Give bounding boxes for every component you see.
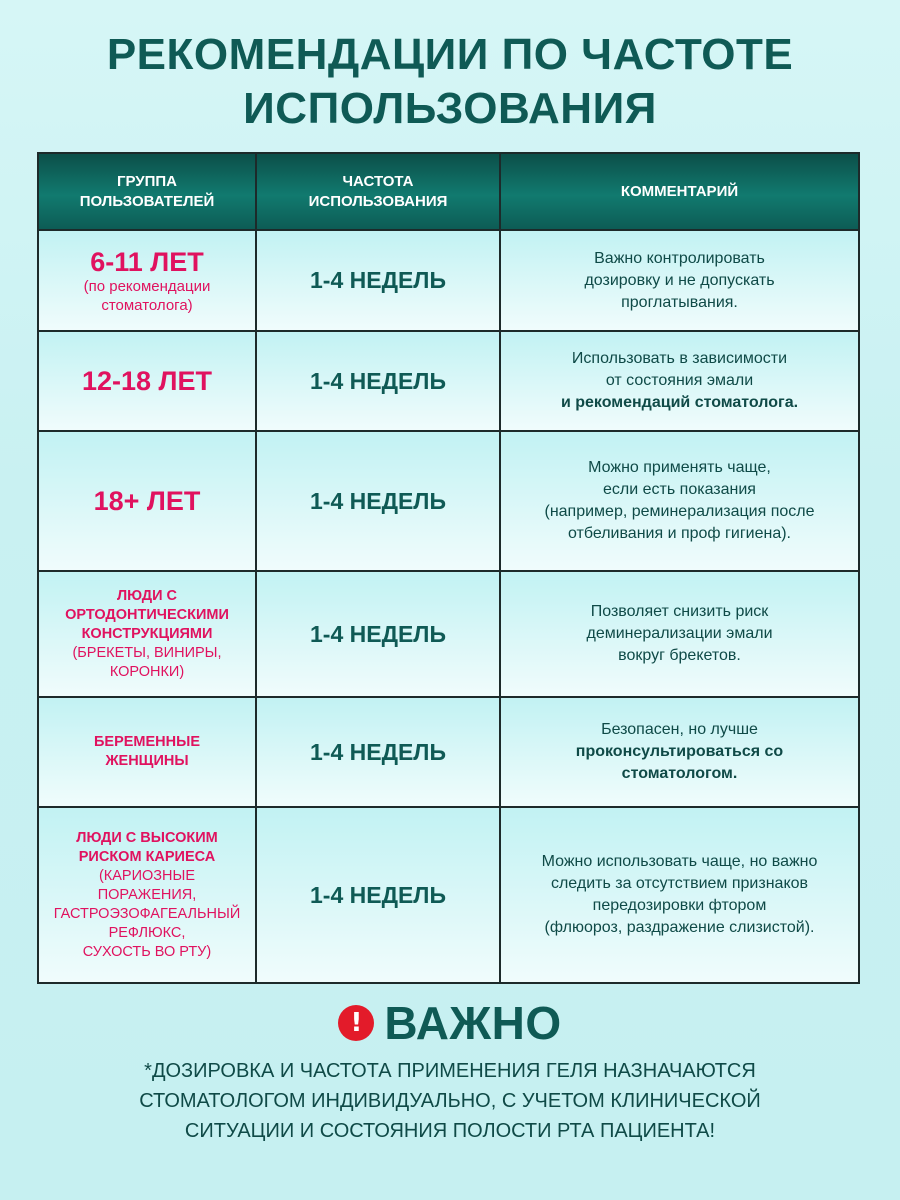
- group-label: 18+ ЛЕТ: [93, 486, 201, 516]
- cell-comment: [500, 431, 859, 571]
- header-group-line: ГРУППА: [116, 172, 178, 190]
- group-label: ОРТОДОНТИЧЕСКИМИ: [65, 606, 229, 623]
- table-header-row: [38, 153, 859, 230]
- cell-group: [38, 807, 256, 983]
- cell-group: [38, 331, 256, 431]
- page-title-line2: ИСПОЛЬЗОВАНИЯ: [243, 84, 657, 133]
- table-row: [38, 230, 859, 331]
- cell-comment: [500, 697, 859, 807]
- comment-line: (флюороз, раздражение слизистой).: [544, 919, 815, 936]
- comment-line: проглатывания.: [621, 293, 738, 311]
- cell-frequency: 1-4 НЕДЕЛЬ: [256, 571, 500, 697]
- comment-line: Использовать в зависимости: [571, 350, 788, 367]
- important-label: ВАЖНО: [384, 997, 562, 1049]
- comment-line: Важно контролировать: [594, 249, 765, 267]
- cell-frequency: 1-4 НЕДЕЛЬ: [256, 230, 500, 331]
- comment-line: (например, реминерализация после: [544, 503, 815, 520]
- header-frequency: [256, 153, 500, 230]
- important-heading: [0, 996, 900, 1050]
- cell-frequency: 1-4 НЕДЕЛЬ: [256, 807, 500, 983]
- comment-line-bold: и рекомендаций стоматолога.: [560, 394, 799, 411]
- important-note: [60, 1056, 840, 1146]
- recommendations-table: [37, 152, 860, 984]
- comment-line: Можно применять чаще,: [588, 459, 771, 476]
- group-label: ЛЮДИ С: [116, 587, 178, 604]
- comment-line: Безопасен, но лучше: [601, 721, 758, 738]
- group-label: 6-11 ЛЕТ: [90, 246, 204, 277]
- header-frequency-line: ЧАСТОТА: [342, 172, 414, 190]
- header-frequency-line: ИСПОЛЬЗОВАНИЯ: [308, 192, 448, 210]
- comment-line: если есть показания: [603, 481, 756, 498]
- group-note: РЕФЛЮКС,: [108, 924, 186, 941]
- group-note: КОРОНКИ): [109, 663, 185, 680]
- comment-line: передозировки фтором: [592, 897, 767, 914]
- exclamation-icon: !: [338, 1005, 374, 1041]
- group-note: ГАСТРОЭЗОФАГЕАЛЬНЫЙ: [53, 905, 241, 922]
- note-line: СТОМАТОЛОГОМ ИНДИВИДУАЛЬНО, С УЧЕТОМ КЛИНИЧЕСКОЙ: [139, 1090, 761, 1112]
- note-line: *ДОЗИРОВКА И ЧАСТОТА ПРИМЕНЕНИЯ ГЕЛЯ НАЗНАЧАЮТСЯ: [144, 1060, 756, 1082]
- group-note: СУХОСТЬ ВО РТУ): [82, 943, 212, 960]
- cell-group: [38, 230, 256, 331]
- cell-comment: [500, 230, 859, 331]
- cell-comment: [500, 807, 859, 983]
- group-label: ЖЕНЩИНЫ: [105, 753, 189, 769]
- group-note: ПОРАЖЕНИЯ,: [97, 886, 197, 903]
- group-label: 12-18 ЛЕТ: [81, 366, 212, 396]
- comment-line-bold: проконсультироваться со: [575, 743, 784, 760]
- cell-comment: [500, 331, 859, 431]
- header-group-line: ПОЛЬЗОВАТЕЛЕЙ: [79, 192, 215, 210]
- table-row: [38, 331, 859, 431]
- comment-line: от состояния эмали: [605, 372, 754, 389]
- group-note: (КАРИОЗНЫЕ: [98, 867, 196, 884]
- group-note: (по рекомендации: [83, 277, 211, 295]
- cell-group: [38, 431, 256, 571]
- group-label: ЛЮДИ С ВЫСОКИМ: [76, 829, 218, 846]
- header-group: [38, 153, 256, 230]
- comment-line: дозировку и не допускать: [584, 271, 775, 289]
- table-row: [38, 571, 859, 697]
- group-label: РИСКОМ КАРИЕСА: [78, 848, 216, 865]
- cell-group: [38, 571, 256, 697]
- note-line: СИТУАЦИИ И СОСТОЯНИЯ ПОЛОСТИ РТА ПАЦИЕНТА!: [184, 1120, 716, 1142]
- page-title: [0, 28, 900, 136]
- comment-line: Можно использовать чаще, но важно: [541, 853, 818, 870]
- group-note: стоматолога): [101, 296, 193, 314]
- cell-frequency: 1-4 НЕДЕЛЬ: [256, 431, 500, 571]
- comment-line: деминерализации эмали: [586, 625, 773, 642]
- cell-frequency: 1-4 НЕДЕЛЬ: [256, 697, 500, 807]
- group-label: КОНСТРУКЦИЯМИ: [81, 625, 213, 642]
- cell-group: [38, 697, 256, 807]
- comment-line-bold: стоматологом.: [621, 765, 738, 782]
- cell-comment: [500, 571, 859, 697]
- table-row: [38, 431, 859, 571]
- comment-line: вокруг брекетов.: [618, 647, 741, 664]
- group-label: БЕРЕМЕННЫЕ: [94, 734, 200, 750]
- table-row: [38, 697, 859, 807]
- comment-line: Позволяет снизить риск: [590, 603, 769, 620]
- header-comment: КОММЕНТАРИЙ: [500, 153, 859, 230]
- group-note: (БРЕКЕТЫ, ВИНИРЫ,: [72, 644, 222, 661]
- table-row: [38, 807, 859, 983]
- cell-frequency: 1-4 НЕДЕЛЬ: [256, 331, 500, 431]
- comment-line: отбеливания и проф гигиена).: [567, 525, 791, 542]
- page-title-line1: РЕКОМЕНДАЦИИ ПО ЧАСТОТЕ: [106, 30, 794, 79]
- comment-line: следить за отсутствием признаков: [550, 875, 809, 892]
